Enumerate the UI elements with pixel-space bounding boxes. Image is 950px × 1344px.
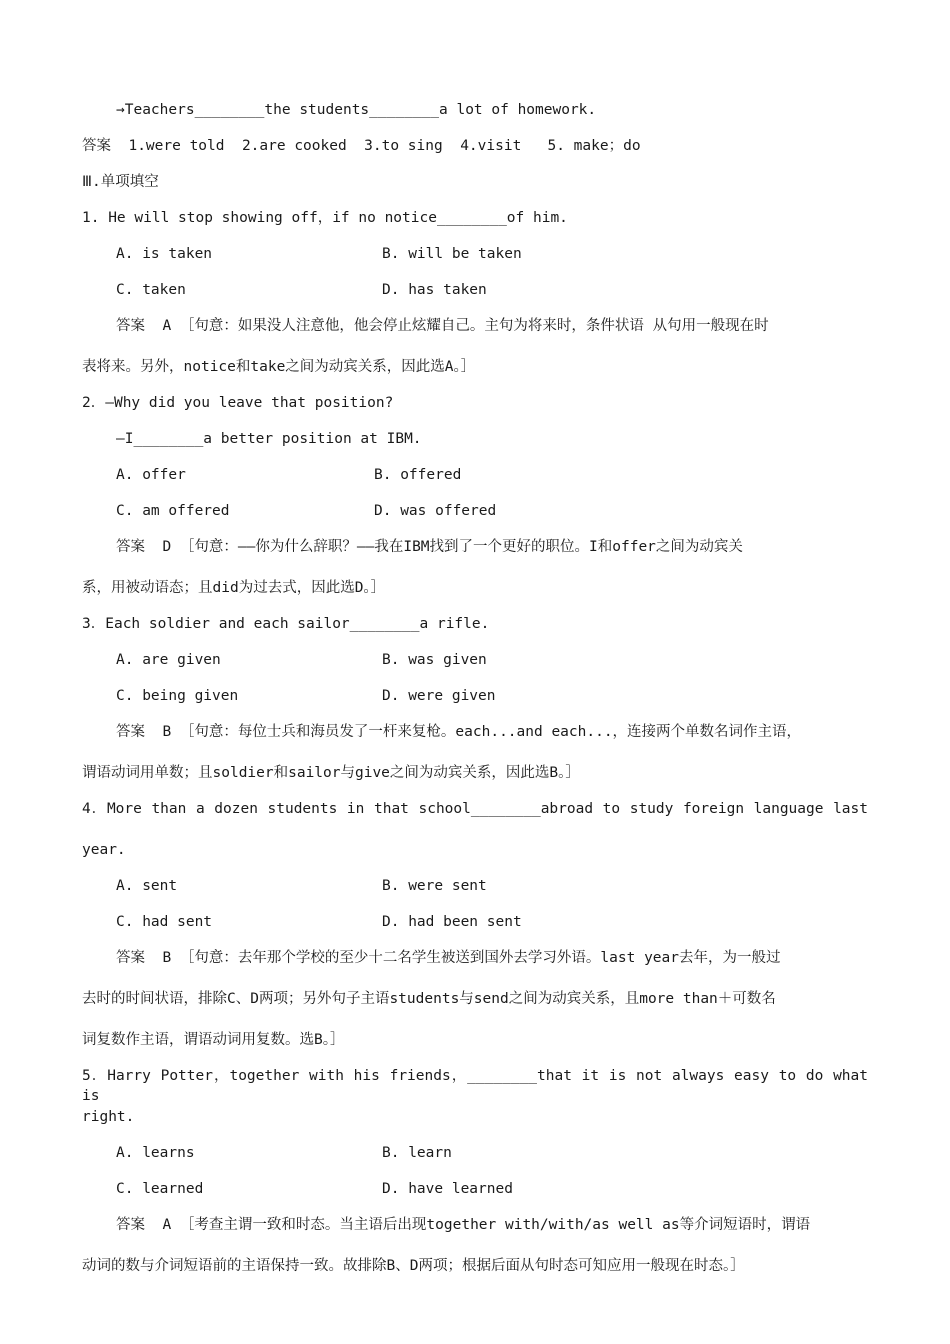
question-4-option-d: D. had been sent [382, 914, 522, 930]
transform-line: →Teachers________the students________a lot of homework. [116, 102, 597, 118]
previous-answers: 答案 1.were told 2.are cooked 3.to sing 4.visit 5. make；do [82, 138, 641, 154]
question-4-stem: 4．More than a dozen students in that school________abroad to study foreign language last [82, 801, 868, 817]
question-2-option-d: D. was offered [374, 503, 497, 519]
question-2-stem: 2．—Why did you leave that position? [82, 395, 394, 411]
question-3-option-b: B. was given [382, 652, 487, 668]
question-1-answer-line-2: 表将来。另外，notice和take之间为动宾关系，因此选A。］ [82, 359, 476, 375]
question-4-option-b: B. were sent [382, 878, 487, 894]
question-5-stem-continued: right. [82, 1109, 135, 1125]
question-4-answer-line-3: 词复数作主语，谓语动词用复数。选B。］ [82, 1032, 345, 1048]
question-4-option-c: C. had sent [116, 914, 213, 930]
question-2-answer-line-2: 系，用被动语态；且did为过去式，因此选D。］ [82, 580, 386, 596]
question-5-option-c: C. learned [116, 1181, 204, 1197]
question-1-answer-line-1: 答案 A ［句意：如果没人注意他，他会停止炫耀自己。主句为将来时，条件状语 从句用一般现在时 [116, 318, 769, 334]
question-3-option-a: A. are given [116, 652, 221, 668]
question-4-answer-line-1: 答案 B ［句意：去年那个学校的至少十二名学生被送到国外去学习外语。last year去年，为一般过 [116, 950, 781, 966]
question-5-option-b: B. learn [382, 1145, 452, 1161]
question-2-option-b: B. offered [374, 467, 462, 483]
question-5-answer-line-2: 动词的数与介词短语前的主语保持一致。故排除B、D两项；根据后面从句时态可知应用一般现在时态。］ [82, 1258, 745, 1274]
question-3-answer-line-1: 答案 B ［句意：每位士兵和海员发了一杆来复枪。each...and each...，连接两个单数名词作主语， [116, 724, 802, 740]
question-1-option-a: A. is taken [116, 246, 213, 262]
question-1-stem: 1. He will stop showing off，if no notice________of him. [82, 210, 568, 226]
question-4-option-a: A. sent [116, 878, 178, 894]
question-3-answer-line-2: 谓语动词用单数；且soldier和sailor与give之间为动宾关系，因此选B。］ [82, 765, 580, 781]
question-1-option-b: B. will be taken [382, 246, 522, 262]
question-3-option-d: D. were given [382, 688, 496, 704]
question-5-answer-line-1: 答案 A ［考查主谓一致和时态。当主语后出现together with/with/as well as等介词短语时，谓语 [116, 1217, 811, 1233]
question-5-option-a: A. learns [116, 1145, 195, 1161]
question-2-answer-line-1: 答案 D ［句意：——你为什么辞职？——我在IBM找到了一个更好的职位。I和offer之间为动宾关 [116, 539, 743, 555]
question-1-option-c: C. taken [116, 282, 186, 298]
question-1-option-d: D. has taken [382, 282, 487, 298]
question-3-option-c: C. being given [116, 688, 239, 704]
question-4-answer-line-2: 去时的时间状语，排除C、D两项；另外句子主语students与send之间为动宾关系，且more than＋可数名 [82, 991, 776, 1007]
question-5-option-d: D. have learned [382, 1181, 513, 1197]
question-2-stem-reply: —I________a better position at IBM. [116, 431, 422, 447]
question-2-option-a: A. offer [116, 467, 186, 483]
question-3-stem: 3．Each soldier and each sailor________a rifle. [82, 616, 490, 632]
question-4-stem-continued: year. [82, 842, 126, 858]
question-5-stem: 5．Harry Potter，together with his friends，________that it is not always easy to do what is [82, 1068, 868, 1104]
section-title: Ⅲ.单项填空 [82, 174, 159, 190]
question-2-option-c: C. am offered [116, 503, 230, 519]
